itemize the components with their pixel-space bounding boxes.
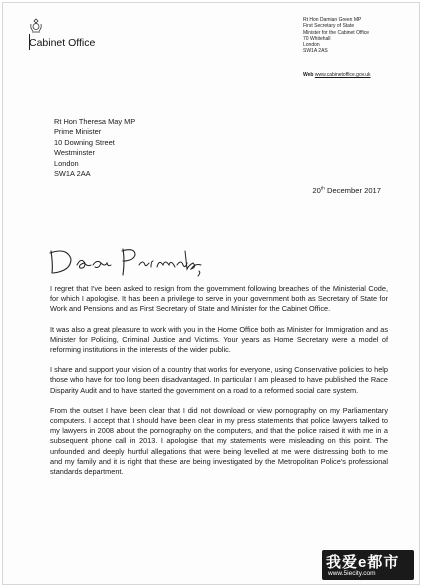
sender-line: SW1A 2AS	[303, 48, 328, 55]
recipient-line: London	[54, 158, 79, 168]
recipient-line: Rt Hon Theresa May MP	[54, 117, 136, 126]
date-rest: December 2017	[324, 186, 381, 195]
recipient-line: 10 Downing Street	[54, 137, 115, 147]
body-paragraph: From the outset I have been clear that I did not download or view pornography on my Parliamentary computers. I accept that I should have been clear in my press statements that police lawyers talked to my lawyers in 2008 about the pornography on the computers, and that the police raised it with me in a subsequent phone call in 2013. I apologise that my statements were misleading on this point. The unfounded and deeply hurtful allegations that were being levelled at me were distressing both to me and my family and it is right that these are being investigated by the Metropolitan Police's professional standards department.	[50, 405, 388, 477]
letter-body	[50, 284, 388, 487]
web-label: Web	[303, 72, 314, 78]
body-paragraph: I regret that I've been asked to resign from the government following breaches of the Ministerial Code, for which I apologise. It has been a privilege to serve in your government both as Secretary of State for Work and Pensions and as First Secretary of State and Minister for the Cabinet Office.	[50, 284, 388, 314]
body-paragraph: It was also a great pleasure to work with you in the Home Office both as Minister for Immigration and as Minister for Policing, Criminal Justice and Victims. Your years as Home Secretary were a model of reforming institutions in the interests of the wider public.	[50, 324, 388, 355]
recipient-address	[54, 117, 135, 179]
sender-line: Minister for the Cabinet Office	[303, 29, 370, 36]
recipient-line: SW1A 2AA	[54, 169, 91, 179]
handwritten-salutation	[47, 243, 207, 279]
sender-line: London	[303, 42, 320, 49]
sender-line: First Secretary of State	[303, 23, 355, 30]
body-paragraph: I share and support your vision of a country that works for everyone, using Conservative policies to help those who have for too long been disadvantaged. In particular I am pleased to have published the Race Disparity Audit and to have started the government on a road to a reformed social care system.	[50, 365, 388, 395]
watermark-url: www.5iecity.com	[328, 570, 376, 577]
sender-address	[303, 17, 369, 55]
watermark-title: 我爱e都市	[326, 554, 400, 571]
letter-date	[312, 186, 381, 195]
web-link[interactable]: www.cabinetoffice.gov.uk	[314, 72, 371, 78]
sender-line: 70 Whitehall	[303, 35, 331, 42]
royal-crest-logo	[29, 18, 43, 33]
date-day: 20	[312, 186, 321, 195]
department-name: Cabinet Office	[29, 37, 96, 49]
recipient-line: Westminster	[54, 148, 95, 158]
letter-page	[2, 2, 420, 585]
web-address	[303, 72, 371, 78]
site-watermark	[322, 550, 414, 580]
recipient-line: Prime Minister	[54, 127, 102, 137]
date-suffix: th	[320, 186, 325, 192]
sender-line: Rt Hon Damian Green MP	[303, 17, 362, 23]
